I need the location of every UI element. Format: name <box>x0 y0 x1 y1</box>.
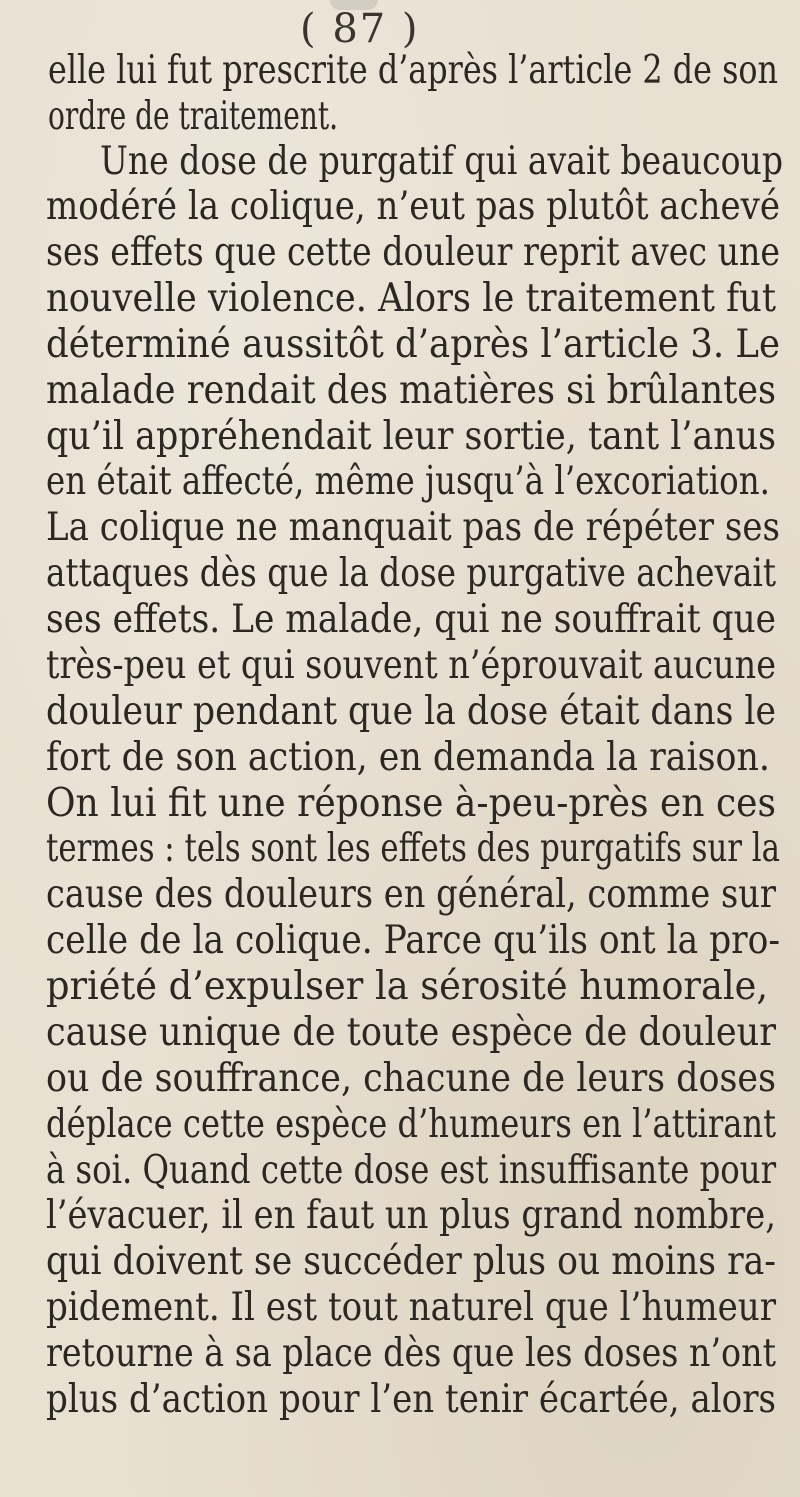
text-line: malade rendait des matières si brûlantes <box>46 368 776 413</box>
text-line: modéré la colique, n’eut pas plutôt achevé <box>46 184 781 229</box>
text-line: douleur pendant que la dose était dans le <box>46 689 776 734</box>
page-number: ( 87 ) <box>300 6 420 52</box>
text-line: priété d’expulser la sérosité humorale, <box>46 964 769 1009</box>
text-line: On lui fit une réponse à-peu-près en ces <box>46 781 776 826</box>
text-line: qu’il appréhendait leur sortie, tant l’anus <box>46 414 776 459</box>
text-line: pidement. Il est tout naturel que l’humeur <box>46 1285 777 1330</box>
text-line: déterminé aussitôt d’après l’article 3. Le <box>46 322 781 367</box>
text-line: fort de son action, en demanda la raison. <box>46 735 770 780</box>
text-line: ou de souffrance, chacune de leurs doses <box>46 1056 776 1101</box>
text-line: l’évacuer, il en faut un plus grand nombre, <box>46 1193 776 1238</box>
text-line: à soi. Quand cette dose est insuffisante pour <box>46 1148 777 1193</box>
text-line: plus d’action pour l’en tenir écartée, alors <box>46 1377 776 1422</box>
text-line: cause des douleurs en général, comme sur <box>46 872 776 917</box>
text-line: cause unique de toute espèce de douleur <box>46 1010 776 1055</box>
text-line: ses effets que cette douleur reprit avec une <box>46 230 781 275</box>
text-line: retourne à sa place dès que les doses n’ont <box>46 1331 776 1376</box>
text-line: elle lui fut prescrite d’après l’article 2 de son <box>48 48 779 93</box>
text-line: ordre de traitement. <box>48 94 339 139</box>
text-line: très-peu et qui souvent n’éprouvait aucune <box>46 643 777 688</box>
text-line: qui doivent se succéder plus ou moins ra- <box>46 1239 776 1284</box>
text-line: La colique ne manquait pas de répéter ses <box>46 505 780 550</box>
text-line: en était affecté, même jusqu’à l’excoriation. <box>46 459 770 504</box>
text-line: Une dose de purgatif qui avait beaucoup <box>100 139 784 184</box>
text-line: nouvelle violence. Alors le traitement fut <box>46 276 777 321</box>
text-line: attaques dès que la dose purgative achevait <box>46 551 777 596</box>
text-line: déplace cette espèce d’humeurs en l’attirant <box>46 1102 777 1147</box>
text-line: ses effets. Le malade, qui ne souffrait que <box>46 597 777 642</box>
text-line: celle de la colique. Parce qu’ils ont la pro- <box>46 918 781 963</box>
text-line: termes : tels sont les effets des purgatifs sur la <box>46 826 780 871</box>
